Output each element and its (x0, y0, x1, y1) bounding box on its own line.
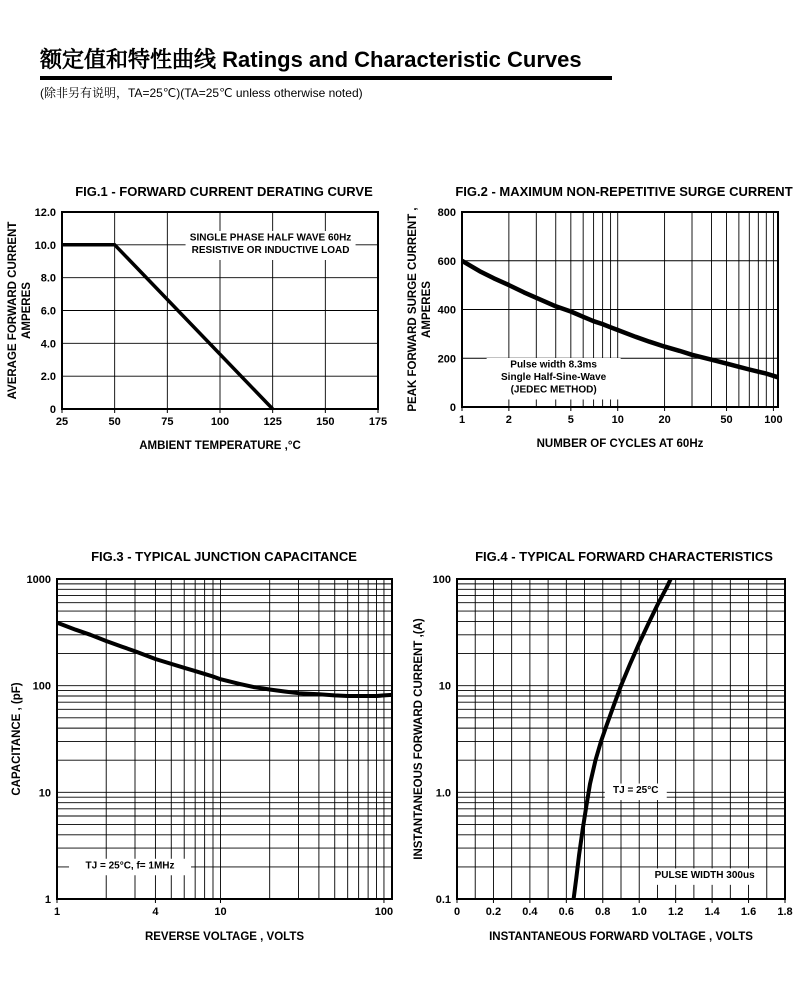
x-tick-label: 125 (263, 416, 282, 428)
x-tick-label: 0.6 (558, 906, 574, 918)
y-axis-title: INSTANTANEOUS FORWARD CURRENT ,(A) (413, 618, 425, 860)
annotation-text: RESISTIVE OR INDUCTIVE LOAD (191, 244, 350, 256)
y-tick-label: 10.0 (34, 239, 56, 252)
annotation-text: Pulse width 8.3ms (510, 359, 597, 371)
y-tick-label: 0.1 (435, 894, 451, 906)
x-tick-label: 0.4 (522, 906, 538, 918)
x-axis-title: INSTANTANEOUS FORWARD VOLTAGE , VOLTS (489, 931, 753, 943)
y-axis-title: AVERAGE FORWARD CURRENT (7, 221, 19, 400)
fig2-title: FIG.2 - MAXIMUM NON-REPETITIVE SURGE CURRENT (455, 184, 793, 199)
annotation-text: PULSE WIDTH 300us (654, 869, 755, 881)
y-axis-title: CAPACITANCE , (pF) (11, 682, 23, 796)
x-tick-label: 1.6 (740, 906, 757, 918)
x-tick-label: 1.2 (668, 906, 684, 918)
y-axis-title: AMPERES (421, 281, 433, 338)
x-tick-label: 2 (505, 414, 512, 426)
y-tick-label: 100 (432, 574, 451, 586)
x-tick-label: 5 (567, 414, 574, 426)
page-title-en: Ratings and Characteristic Curves (222, 47, 582, 72)
y-tick-label: 100 (32, 680, 51, 693)
fig4-chart (400, 571, 800, 966)
annotation-text: Single Half-Sine-Wave (501, 371, 607, 383)
y-tick-label: 800 (437, 207, 456, 219)
y-tick-label: 2.0 (40, 371, 56, 384)
x-tick-label: 20 (658, 414, 671, 426)
annotation-text: TJ = 25°C, f= 1MHz (85, 860, 175, 872)
y-axis-title: PEAK FORWARD SURGE CURRENT , (407, 207, 419, 412)
x-tick-label: 10 (214, 906, 227, 918)
fig1-chart (0, 206, 400, 476)
y-tick-label: 4.0 (40, 338, 56, 351)
annotation-text: (JEDEC METHOD) (510, 384, 597, 396)
figure-4 (400, 549, 800, 966)
x-tick-label: 1.0 (631, 906, 647, 918)
x-tick-label: 175 (368, 416, 388, 428)
fig1-title: FIG.1 - FORWARD CURRENT DERATING CURVE (75, 184, 373, 199)
y-tick-label: 0 (449, 402, 456, 414)
y-tick-label: 12.0 (34, 207, 56, 219)
figure-1 (0, 184, 400, 476)
x-tick-label: 100 (210, 416, 230, 428)
fig4-title: FIG.4 - TYPICAL FORWARD CHARACTERISTICS (475, 549, 773, 564)
x-axis-title: AMBIENT TEMPERATURE ,°C (139, 440, 301, 452)
x-axis-title: REVERSE VOLTAGE , VOLTS (144, 931, 305, 943)
figure-2 (400, 184, 800, 476)
y-tick-label: 1000 (26, 574, 51, 586)
x-tick-label: 0 (453, 906, 461, 918)
x-tick-label: 4 (152, 906, 159, 918)
x-tick-label: 1 (458, 414, 466, 426)
x-tick-label: 0.8 (595, 906, 611, 918)
y-tick-label: 1.0 (435, 787, 451, 800)
x-tick-label: 75 (161, 416, 174, 428)
x-tick-label: 1.4 (704, 906, 720, 918)
plot-frame (57, 579, 392, 899)
annotation-text: TJ = 25°C (613, 785, 659, 797)
y-tick-label: 8.0 (40, 272, 56, 285)
page-header (40, 46, 612, 101)
x-tick-label: 50 (108, 416, 121, 428)
x-tick-label: 1 (53, 906, 61, 918)
y-axis-title: AMPERES (21, 282, 33, 339)
page-title-cn: 额定值和特性曲线 (40, 47, 217, 72)
annotation-text: SINGLE PHASE HALF WAVE 60Hz (189, 232, 352, 244)
y-tick-label: 400 (437, 304, 456, 317)
x-tick-label: 25 (55, 416, 69, 428)
page-title (40, 46, 612, 80)
x-tick-label: 100 (374, 906, 394, 918)
fig3-title: FIG.3 - TYPICAL JUNCTION CAPACITANCE (91, 549, 357, 564)
x-axis-title: NUMBER OF CYCLES AT 60Hz (536, 438, 704, 450)
x-tick-label: 50 (720, 414, 733, 426)
y-tick-label: 10 (438, 680, 451, 693)
x-tick-label: 150 (316, 416, 335, 428)
x-tick-label: 1.8 (777, 906, 793, 918)
x-tick-label: 100 (764, 414, 783, 426)
fig2-chart (400, 206, 800, 476)
y-tick-label: 600 (437, 255, 456, 268)
figure-3 (0, 549, 400, 966)
y-tick-label: 200 (437, 353, 456, 366)
y-tick-label: 1 (44, 894, 51, 906)
fig3-chart (0, 571, 400, 966)
page-subtitle: (除非另有说明，TA=25℃)(TA=25℃ unless otherwise noted) (40, 85, 363, 100)
y-tick-label: 6.0 (40, 305, 56, 318)
x-tick-label: 10 (611, 414, 624, 426)
y-tick-label: 0 (49, 404, 56, 416)
curve-junction-capacitance (57, 623, 392, 696)
x-tick-label: 0.2 (485, 906, 502, 918)
y-tick-label: 10 (38, 787, 51, 800)
